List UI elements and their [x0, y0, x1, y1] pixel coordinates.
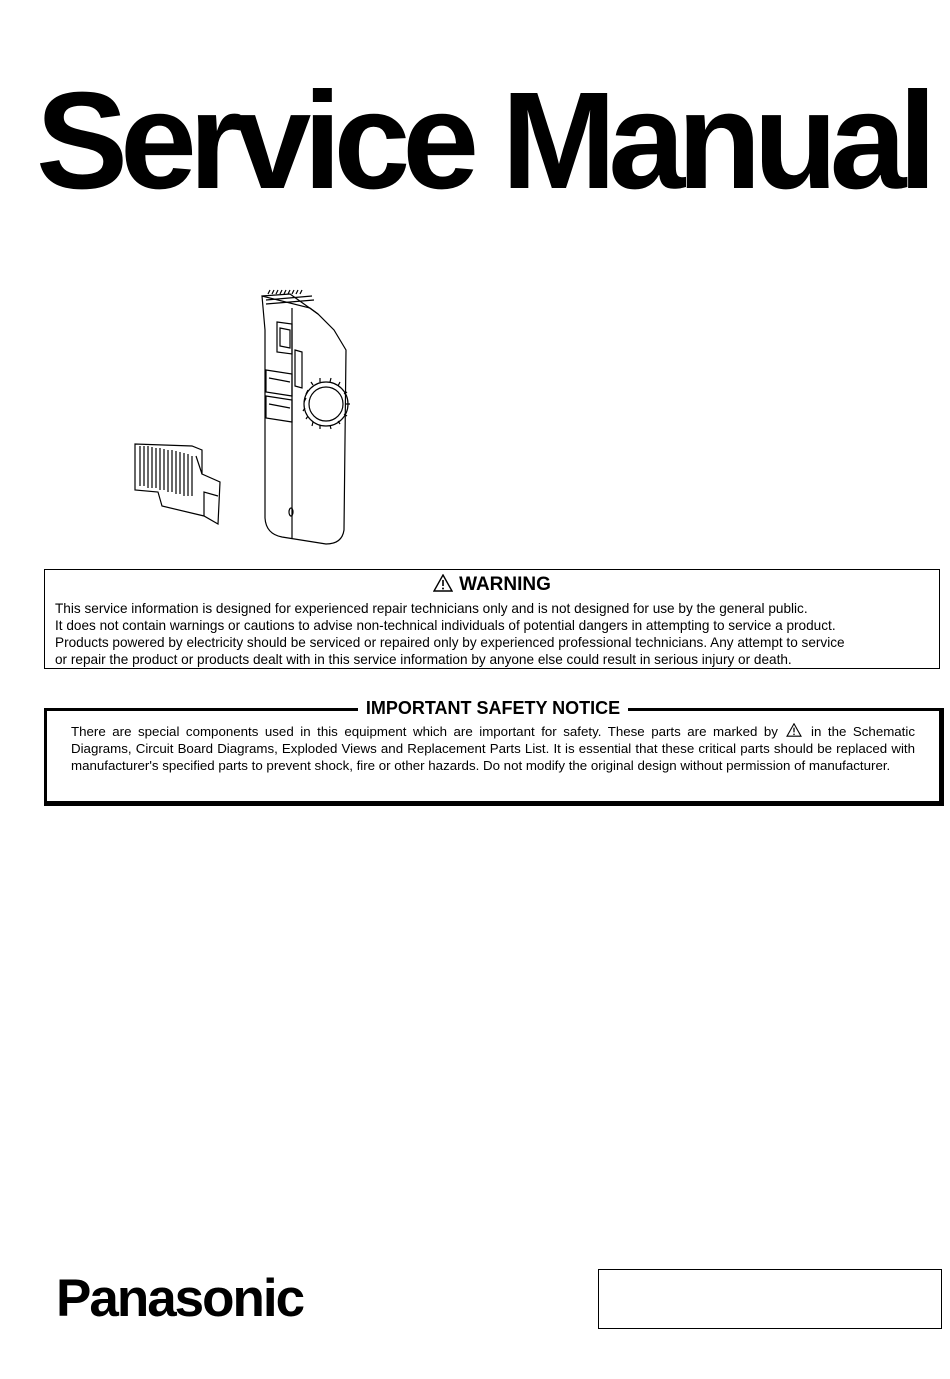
safety-notice-heading — [47, 697, 939, 719]
warning-line: This service information is designed for experienced repair technicians only and is not designed for use by the general public. — [55, 601, 808, 616]
attachment-comb-drawing — [135, 444, 220, 524]
warning-triangle-icon — [786, 723, 802, 737]
safety-text-part-2: in the Schematic Diagrams, Circuit Board Diagrams, Exploded Views and Replacement Parts List. It is essential that these critical parts should be replaced with manufacturer's specified parts to prevent shock, fire or other hazards. Do not modify the original design without permission of manufacturer. — [71, 724, 915, 773]
product-illustration — [120, 278, 370, 548]
warning-box — [44, 569, 940, 669]
brand-logo: Panasonic — [56, 1269, 304, 1328]
warning-heading-text: WARNING — [459, 574, 551, 595]
model-code-box — [598, 1269, 942, 1329]
warning-heading — [55, 574, 929, 596]
safety-notice-box — [44, 698, 944, 806]
safety-text-part-1: There are special components used in this equipment which are important for safety. These parts are marked by — [71, 724, 778, 739]
warning-line: or repair the product or products dealt with in this service information by anyone else could result in serious injury or death. — [55, 652, 792, 667]
safety-notice-heading-text: IMPORTANT SAFETY NOTICE — [358, 698, 628, 718]
safety-notice-text — [71, 723, 915, 774]
warning-line: It does not contain warnings or cautions to advise non-technical individuals of potential dangers in attempting to service a product. — [55, 618, 836, 633]
warning-triangle-icon — [433, 574, 453, 592]
clipper-body-drawing — [262, 290, 350, 544]
page-title: Service Manual — [36, 64, 929, 218]
warning-line: Products powered by electricity should be serviced or repaired only by experienced professional technicians. Any attempt to service — [55, 635, 845, 650]
